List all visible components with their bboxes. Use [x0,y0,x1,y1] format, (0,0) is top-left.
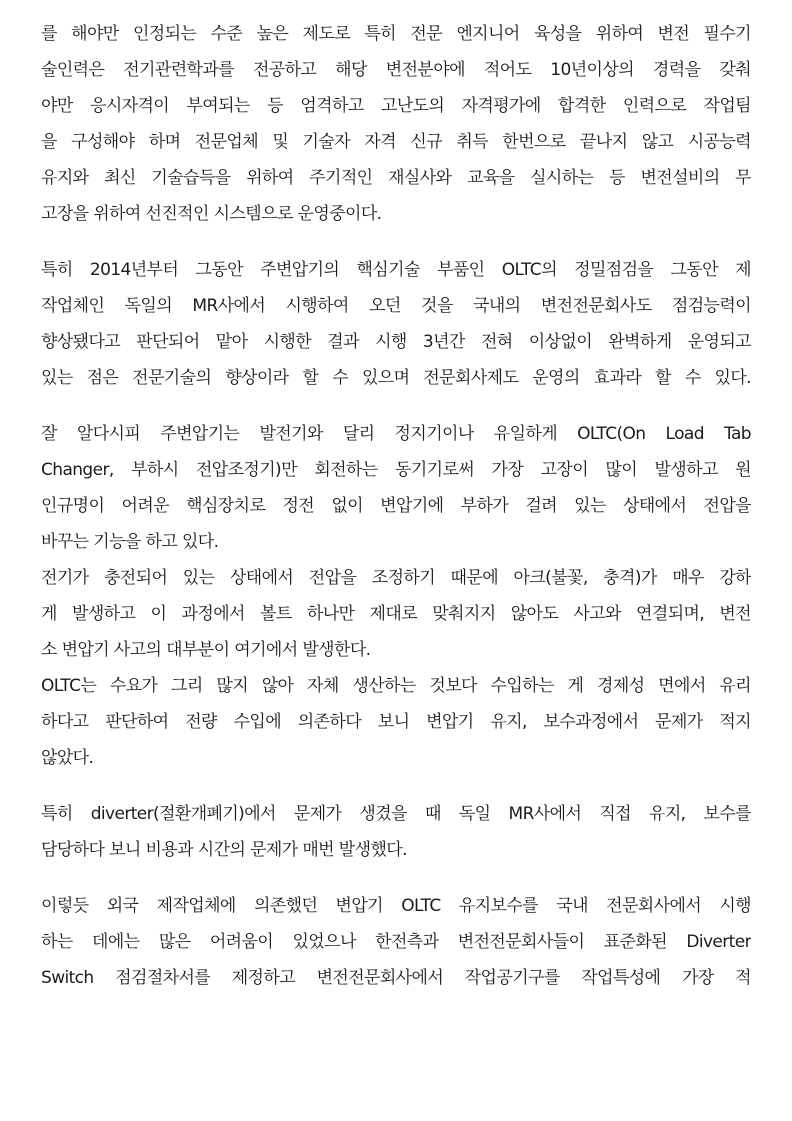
text-line: 하는 데에는 많은 어려움이 있었으나 한전측과 변전전문회사들이 표준화된 Diverter [41,932,751,952]
text-line: 유지와 최신 기술습득을 위하여 주기적인 재실사와 교육을 실시하는 등 변전설비의 무 [41,168,751,188]
text-line: 않았다. [41,748,94,768]
paragraph-gap [41,776,751,796]
paragraph-3 [41,416,751,776]
text-line: 특히 2014년부터 그동안 주변압기의 핵심기술 부품인 OLTC의 정밀점검을 그동안 제 [41,260,751,280]
text-line: OLTC는 수요가 그리 많지 않아 자체 생산하는 것보다 수입하는 게 경제성 면에서 유리 [41,676,751,696]
text-line: 하다고 판단하여 전량 수입에 의존하다 보니 변압기 유지, 보수과정에서 문제가 적지 [41,712,751,732]
paragraph-gap [41,232,751,252]
text-line: 작업체인 독일의 MR사에서 시행하여 오던 것을 국내의 변전전문회사도 점검능력이 [41,296,751,316]
paragraph-5 [41,888,751,996]
text-line: 게 발생하고 이 과정에서 볼트 하나만 제대로 맞춰지지 않아도 사고와 연결되며, 변전 [41,604,751,624]
text-line: 을 구성해야 하며 전문업체 및 기술자 자격 신규 취득 한번으로 끝나지 않고 시공능력 [41,132,751,152]
text-line: 야만 응시자격이 부여되는 등 엄격하고 고난도의 자격평가에 합격한 인력으로 작업팀 [41,96,751,116]
paragraph-2 [41,252,751,396]
text-line: 술인력은 전기관련학과를 전공하고 해당 변전분야에 적어도 10년이상의 경력을 갖춰 [41,60,751,80]
text-line: 소 변압기 사고의 대부분이 여기에서 발생한다. [41,640,371,660]
text-line: 인규명이 어려운 핵심장치로 정전 없이 변압기에 부하가 걸려 있는 상태에서 전압을 [41,496,751,516]
paragraph-4 [41,796,751,868]
paragraph-1 [41,16,751,232]
text-line: 를 해야만 인정되는 수준 높은 제도로 특히 전문 엔지니어 육성을 위하여 변전 필수기 [41,24,751,44]
text-line: 전기가 충전되어 있는 상태에서 전압을 조정하기 때문에 아크(불꽃, 충격)가 매우 강하 [41,568,751,588]
text-line: 바꾸는 기능을 하고 있다. [41,532,219,552]
text-line: 이렇듯 외국 제작업체에 의존했던 변압기 OLTC 유지보수를 국내 전문회사에서 시행 [41,896,751,916]
text-line: 담당하다 보니 비용과 시간의 문제가 매번 발생했다. [41,840,407,860]
text-line: 고장을 위하여 선진적인 시스템으로 운영중이다. [41,204,382,224]
text-line: Changer, 부하시 전압조정기)만 회전하는 동기기로써 가장 고장이 많이 발생하고 원 [41,460,751,480]
paragraph-gap [41,396,751,416]
paragraph-gap [41,868,751,888]
text-line: Switch 점검절차서를 제정하고 변전전문회사에서 작업공기구를 작업특성에 가장 적 [41,968,751,988]
text-line: 잘 알다시피 주변압기는 발전기와 달리 정지기이나 유일하게 OLTC(On Load Tab [41,424,751,444]
text-line: 향상됐다고 판단되어 맡아 시행한 결과 시행 3년간 전혀 이상없이 완벽하게 운영되고 [41,332,751,352]
text-line: 특히 diverter(절환개폐기)에서 문제가 생겼을 때 독일 MR사에서 직접 유지, 보수를 [41,804,751,824]
document-body [41,16,751,996]
text-line: 있는 점은 전문기술의 향상이라 할 수 있으며 전문회사제도 운영의 효과라 할 수 있다. [41,368,751,388]
